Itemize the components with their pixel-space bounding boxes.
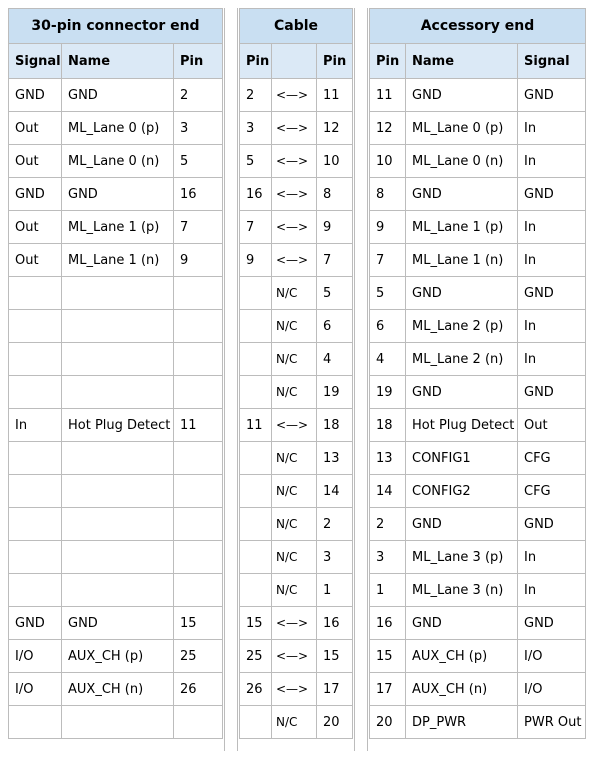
name-cell: AUX_CH (n) (406, 673, 518, 706)
pin-cell: 20 (370, 706, 406, 739)
signal-cell: Out (518, 409, 586, 442)
connection-cell: <—> (272, 607, 317, 640)
table-row (370, 508, 586, 541)
table-row (240, 640, 353, 673)
table-row (9, 145, 223, 178)
pin-cell (240, 310, 272, 343)
signal-cell (9, 442, 62, 475)
col-pin-a-header: Pin (240, 44, 272, 79)
pin-cell: 3 (317, 541, 353, 574)
signal-cell: CFG (518, 442, 586, 475)
name-cell: GND (62, 607, 174, 640)
pin-cell: 5 (174, 145, 223, 178)
pin-cell: 4 (317, 343, 353, 376)
name-cell: ML_Lane 1 (n) (62, 244, 174, 277)
connection-cell: <—> (272, 211, 317, 244)
pin-cell (174, 475, 223, 508)
signal-cell: Out (9, 145, 62, 178)
pin-cell: 15 (240, 607, 272, 640)
table-row (9, 244, 223, 277)
pin-cell: 8 (317, 178, 353, 211)
pin-cell: 11 (240, 409, 272, 442)
pin-cell: 16 (370, 607, 406, 640)
pin-cell (174, 343, 223, 376)
pin-cell: 5 (317, 277, 353, 310)
table-row (370, 277, 586, 310)
table-row (9, 541, 223, 574)
name-cell: ML_Lane 1 (n) (406, 244, 518, 277)
pin-cell: 18 (317, 409, 353, 442)
table-row (370, 211, 586, 244)
name-cell: ML_Lane 1 (p) (62, 211, 174, 244)
table-row (370, 706, 586, 739)
pin-cell (240, 508, 272, 541)
pin-cell: 11 (370, 79, 406, 112)
name-cell: ML_Lane 3 (n) (406, 574, 518, 607)
pin-cell: 13 (370, 442, 406, 475)
pin-cell: 25 (174, 640, 223, 673)
connection-cell: N/C (272, 475, 317, 508)
signal-cell (9, 574, 62, 607)
name-cell: ML_Lane 3 (p) (406, 541, 518, 574)
col-pin-header: Pin (174, 44, 223, 79)
connection-cell: <—> (272, 673, 317, 706)
pin-cell (174, 706, 223, 739)
table-row (9, 277, 223, 310)
signal-cell (9, 310, 62, 343)
pin-cell: 26 (240, 673, 272, 706)
signal-cell: Out (9, 244, 62, 277)
col-pin-header: Pin (370, 44, 406, 79)
name-cell (62, 442, 174, 475)
cable-header: Cable (240, 9, 353, 44)
table-row (370, 244, 586, 277)
signal-cell: GND (518, 376, 586, 409)
connection-cell: N/C (272, 376, 317, 409)
col-name-header: Name (62, 44, 174, 79)
connector-end-table (8, 8, 223, 739)
signal-cell: Out (9, 211, 62, 244)
table-row (240, 145, 353, 178)
column-divider (224, 8, 238, 751)
pin-cell: 15 (317, 640, 353, 673)
signal-cell: In (518, 211, 586, 244)
table-row (370, 673, 586, 706)
table-row (9, 211, 223, 244)
table-row (240, 673, 353, 706)
signal-cell: GND (9, 178, 62, 211)
pin-cell: 16 (174, 178, 223, 211)
pin-cell: 9 (370, 211, 406, 244)
signal-cell (9, 541, 62, 574)
pin-cell: 12 (370, 112, 406, 145)
signal-cell (9, 706, 62, 739)
connection-cell: N/C (272, 706, 317, 739)
pin-cell: 2 (174, 79, 223, 112)
col-signal-header: Signal (9, 44, 62, 79)
table-row (9, 508, 223, 541)
table-row (240, 475, 353, 508)
col-connection-header (272, 44, 317, 79)
connection-cell: N/C (272, 343, 317, 376)
connection-cell: N/C (272, 574, 317, 607)
name-cell (62, 310, 174, 343)
pin-cell (174, 508, 223, 541)
cable-table (239, 8, 353, 739)
table-row (9, 178, 223, 211)
table-row (9, 706, 223, 739)
signal-cell: CFG (518, 475, 586, 508)
name-cell: CONFIG1 (406, 442, 518, 475)
connection-cell: <—> (272, 79, 317, 112)
table-row (9, 112, 223, 145)
signal-cell: In (518, 145, 586, 178)
table-row (240, 376, 353, 409)
pin-cell: 11 (174, 409, 223, 442)
connection-cell: N/C (272, 442, 317, 475)
table-row (240, 508, 353, 541)
signal-cell: In (518, 343, 586, 376)
table-row (240, 607, 353, 640)
pin-cell (174, 376, 223, 409)
name-cell (62, 574, 174, 607)
table-row (240, 112, 353, 145)
table-row (240, 574, 353, 607)
pin-cell: 20 (317, 706, 353, 739)
name-cell: DP_PWR (406, 706, 518, 739)
signal-cell: I/O (518, 640, 586, 673)
name-cell: ML_Lane 0 (n) (62, 145, 174, 178)
table-row (9, 343, 223, 376)
table-row (370, 178, 586, 211)
pin-cell: 2 (370, 508, 406, 541)
pin-cell (240, 706, 272, 739)
name-cell: GND (406, 376, 518, 409)
table-row (9, 442, 223, 475)
signal-cell: In (518, 310, 586, 343)
pin-cell: 6 (317, 310, 353, 343)
table-row (9, 475, 223, 508)
table-row (240, 277, 353, 310)
name-cell: Hot Plug Detect (62, 409, 174, 442)
signal-cell: In (9, 409, 62, 442)
pin-cell (174, 442, 223, 475)
table-row (240, 79, 353, 112)
name-cell: GND (62, 178, 174, 211)
signal-cell: I/O (518, 673, 586, 706)
signal-cell: In (518, 244, 586, 277)
signal-cell: In (518, 541, 586, 574)
table-row (240, 244, 353, 277)
pin-cell (174, 277, 223, 310)
name-cell: AUX_CH (p) (406, 640, 518, 673)
pin-cell: 6 (370, 310, 406, 343)
name-cell (62, 277, 174, 310)
table-row (240, 310, 353, 343)
connection-cell: N/C (272, 277, 317, 310)
connection-cell: <—> (272, 145, 317, 178)
table-row (370, 409, 586, 442)
pin-cell: 19 (370, 376, 406, 409)
table-row (370, 145, 586, 178)
pin-cell: 2 (317, 508, 353, 541)
table-row (240, 211, 353, 244)
signal-cell: GND (518, 607, 586, 640)
pin-cell (240, 541, 272, 574)
table-row (370, 376, 586, 409)
pin-cell: 10 (317, 145, 353, 178)
signal-cell: In (518, 574, 586, 607)
table-row (370, 574, 586, 607)
table-row (370, 541, 586, 574)
col-name-header: Name (406, 44, 518, 79)
column-divider (354, 8, 368, 751)
pin-cell: 1 (370, 574, 406, 607)
table-row (240, 706, 353, 739)
connection-cell: N/C (272, 541, 317, 574)
name-cell: GND (62, 79, 174, 112)
connection-cell: N/C (272, 310, 317, 343)
name-cell: ML_Lane 0 (p) (62, 112, 174, 145)
name-cell: AUX_CH (n) (62, 673, 174, 706)
pin-cell: 16 (317, 607, 353, 640)
name-cell: ML_Lane 0 (n) (406, 145, 518, 178)
name-cell: ML_Lane 1 (p) (406, 211, 518, 244)
pin-cell: 10 (370, 145, 406, 178)
pin-cell: 4 (370, 343, 406, 376)
connection-cell: N/C (272, 508, 317, 541)
pin-cell: 3 (174, 112, 223, 145)
table-row (9, 79, 223, 112)
signal-cell: GND (518, 508, 586, 541)
connection-cell: <—> (272, 178, 317, 211)
table-row (370, 343, 586, 376)
connection-cell: <—> (272, 244, 317, 277)
signal-cell: PWR Out (518, 706, 586, 739)
name-cell (62, 475, 174, 508)
name-cell: GND (406, 79, 518, 112)
table-row (9, 673, 223, 706)
pin-cell: 19 (317, 376, 353, 409)
pin-cell: 2 (240, 79, 272, 112)
pin-cell (240, 574, 272, 607)
table-row (9, 376, 223, 409)
table-row (370, 640, 586, 673)
pin-cell (240, 376, 272, 409)
pin-cell: 1 (317, 574, 353, 607)
name-cell (62, 706, 174, 739)
pin-cell: 16 (240, 178, 272, 211)
name-cell: ML_Lane 0 (p) (406, 112, 518, 145)
table-row (240, 409, 353, 442)
pin-cell: 9 (174, 244, 223, 277)
signal-cell: GND (9, 607, 62, 640)
table-row (370, 442, 586, 475)
table-row (370, 79, 586, 112)
col-signal-header: Signal (518, 44, 586, 79)
pin-cell: 17 (317, 673, 353, 706)
signal-cell (9, 508, 62, 541)
pin-cell: 3 (370, 541, 406, 574)
table-row (240, 442, 353, 475)
name-cell: ML_Lane 2 (p) (406, 310, 518, 343)
signal-cell (9, 376, 62, 409)
pin-cell (174, 574, 223, 607)
signal-cell: I/O (9, 673, 62, 706)
signal-cell: In (518, 112, 586, 145)
pin-cell (240, 475, 272, 508)
pin-cell: 13 (317, 442, 353, 475)
signal-cell (9, 277, 62, 310)
name-cell: Hot Plug Detect (406, 409, 518, 442)
pin-cell: 7 (370, 244, 406, 277)
pin-cell: 15 (370, 640, 406, 673)
signal-cell: GND (518, 178, 586, 211)
signal-cell (9, 343, 62, 376)
pin-cell: 12 (317, 112, 353, 145)
pin-cell: 5 (240, 145, 272, 178)
name-cell: GND (406, 178, 518, 211)
name-cell: ML_Lane 2 (n) (406, 343, 518, 376)
pin-cell: 18 (370, 409, 406, 442)
signal-cell: GND (518, 277, 586, 310)
pin-cell (174, 310, 223, 343)
name-cell (62, 343, 174, 376)
table-row (240, 541, 353, 574)
table-row (240, 343, 353, 376)
pin-cell: 7 (317, 244, 353, 277)
table-row (370, 112, 586, 145)
signal-cell: Out (9, 112, 62, 145)
pin-cell: 3 (240, 112, 272, 145)
signal-cell: I/O (9, 640, 62, 673)
connector-end-header: 30-pin connector end (9, 9, 223, 44)
name-cell (62, 508, 174, 541)
pin-cell: 14 (317, 475, 353, 508)
connection-cell: <—> (272, 640, 317, 673)
signal-cell: GND (9, 79, 62, 112)
table-row (9, 640, 223, 673)
pin-cell: 26 (174, 673, 223, 706)
pin-cell: 7 (174, 211, 223, 244)
pin-cell (240, 343, 272, 376)
signal-cell (9, 475, 62, 508)
pin-cell: 9 (317, 211, 353, 244)
connection-cell: <—> (272, 409, 317, 442)
table-row (9, 607, 223, 640)
signal-cell: GND (518, 79, 586, 112)
table-row (370, 607, 586, 640)
pin-cell: 8 (370, 178, 406, 211)
pin-cell (240, 442, 272, 475)
col-pin-b-header: Pin (317, 44, 353, 79)
table-row (370, 475, 586, 508)
name-cell: AUX_CH (p) (62, 640, 174, 673)
name-cell: GND (406, 607, 518, 640)
name-cell: GND (406, 508, 518, 541)
accessory-end-table (369, 8, 586, 739)
pin-cell: 25 (240, 640, 272, 673)
table-row (370, 310, 586, 343)
pin-cell: 7 (240, 211, 272, 244)
accessory-end-header: Accessory end (370, 9, 586, 44)
pin-cell: 9 (240, 244, 272, 277)
pin-cell: 17 (370, 673, 406, 706)
pin-cell: 15 (174, 607, 223, 640)
table-row (9, 310, 223, 343)
name-cell (62, 541, 174, 574)
pin-cell: 5 (370, 277, 406, 310)
pin-cell: 11 (317, 79, 353, 112)
table-row (9, 409, 223, 442)
table-row (9, 574, 223, 607)
pin-cell (174, 541, 223, 574)
name-cell: CONFIG2 (406, 475, 518, 508)
connection-cell: <—> (272, 112, 317, 145)
pin-cell: 14 (370, 475, 406, 508)
pin-cell (240, 277, 272, 310)
name-cell: GND (406, 277, 518, 310)
name-cell (62, 376, 174, 409)
table-row (240, 178, 353, 211)
